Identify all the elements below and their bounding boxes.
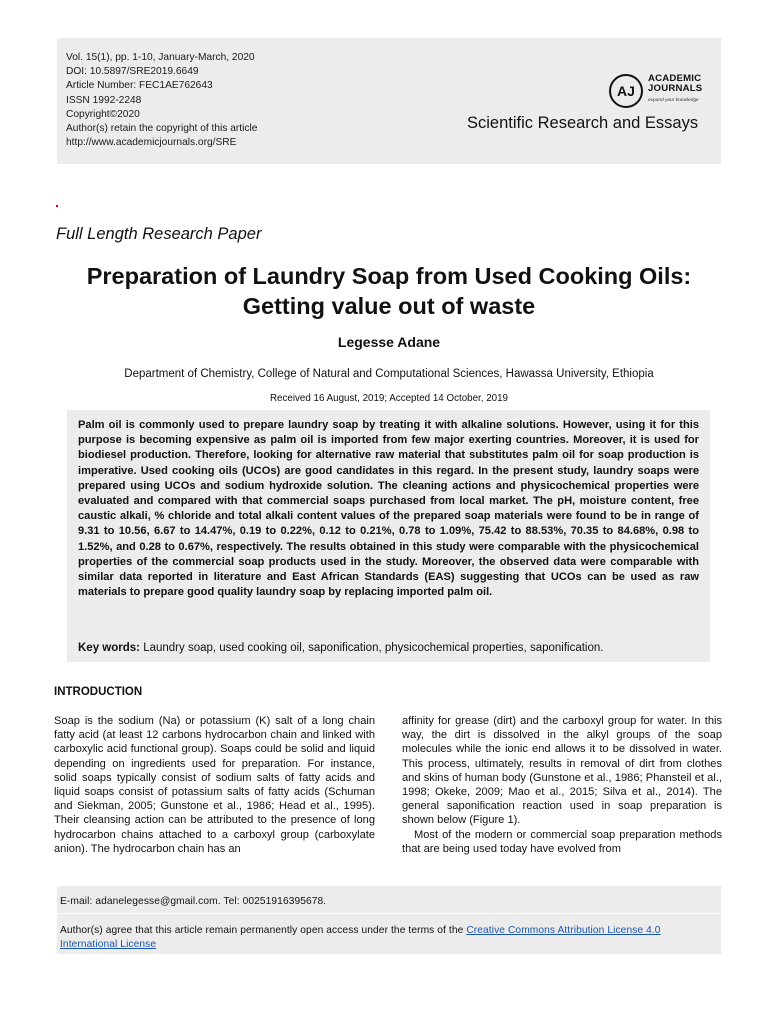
paper-type: Full Length Research Paper xyxy=(56,225,262,243)
paper-title xyxy=(30,261,748,321)
section-heading-introduction: INTRODUCTION xyxy=(54,686,143,698)
article-meta xyxy=(66,51,257,150)
keywords-text: Laundry soap, used cooking oil, saponification, physicochemical properties, saponification. xyxy=(140,642,604,654)
meta-issn: ISSN 1992-2248 xyxy=(66,94,142,106)
license-statement xyxy=(60,924,720,952)
license-link[interactable]: Creative Commons Attribution License 4.0 International License xyxy=(60,925,661,951)
intro-paragraph-1: Soap is the sodium (Na) or potassium (K) salt of a long chain fatty acid (at least 12 carbons hydrocarbon chain and linked with carboxylic acid functional group). Soaps could be solid and liquid depending on ingredients used for preparation. For instance, solid soaps typically consist of sodium salts of fatty acids and liquid soaps consist of potassium salts of fatty acids (Schuman and Siekman, 2005; Gunstone et al., 1986; Head et al., 1995). Their cleansing action can be attributed to the presence of long hydrocarbon chains attached to a carboxyl group (carboxylate anion). The hydrocarbon chain has an xyxy=(54,715,375,855)
footer-divider xyxy=(57,913,721,914)
meta-rights: Author(s) retain the copyright of this article xyxy=(66,123,258,135)
meta-copyright: Copyright©2020 xyxy=(66,108,140,120)
column-left xyxy=(54,714,375,856)
license-text: Author(s) agree that this article remain permanently open access under the terms of the xyxy=(60,925,467,936)
logo-tagline: expand your knowledge xyxy=(648,98,699,103)
red-mark xyxy=(56,205,58,207)
meta-volume: Vol. 15(1), pp. 1-10, January-March, 2020 xyxy=(66,52,255,63)
journal-logo-text xyxy=(648,74,702,94)
logo-line-journals: JOURNALS xyxy=(648,83,703,94)
title-line-1: Preparation of Laundry Soap from Used Cooking Oils: xyxy=(86,263,692,289)
meta-article-number: Article Number: FEC1AE762643 xyxy=(66,80,213,92)
meta-url[interactable]: http://www.academicjournals.org/SRE xyxy=(66,137,237,149)
keywords-label: Key words: xyxy=(78,642,140,654)
author-name: Legesse Adane xyxy=(337,334,441,350)
author-affiliation: Department of Chemistry, College of Natural and Computational Sciences, Hawassa University, Ethiopia xyxy=(124,368,654,380)
logo-line-academic: ACADEMIC xyxy=(648,73,702,84)
column-right xyxy=(402,714,722,856)
corresponding-email: E-mail: adanelegesse@gmail.com. Tel: 00251916395678. xyxy=(60,896,327,907)
title-line-2: Getting value out of waste xyxy=(242,293,536,319)
abstract-text: Palm oil is commonly used to prepare laundry soap by treating it with alkaline solutions. However, using it for this purpose is becoming expensive as palm oil is imported from few major exerting countries. Moreover, it is used for biodiesel production. Therefore, looking for alternative raw material that substitutes palm oil for soap production is imperative. Used cooking oils (UCOs) are good candidates in this regard. In the present study, laundry soaps were prepared using UCOs and sodium hydroxide solution. The cleaning actions and physicochemical properties were evaluated and compared with that commercial soaps purchased from local market. The pH, moisture content, free caustic alkali, % chloride and total alkali content values of the prepared soap materials were found to be in range of 9.31 to 10.56, 6.67 to 14.47%, 0.19 to 0.22%, 0.12 to 0.21%, 0.78 to 1.09%, 75.42 to 88.53%, 70.35 to 84.68%, 0.98 to 1.52%, and 0.28 to 0.67%, respectively. The results obtained in this study were comparable with the physicochemical properties of the commercial soap products used in the study. Moreover, the observed data were comparable with similar data reported in literature and East African Standards (EAS) suggesting that UCOs can be used as raw materials to prepare good quality laundry soap by replacing imported palm oil. xyxy=(78,419,699,599)
received-accepted-dates: Received 16 August, 2019; Accepted 14 October, 2019 xyxy=(269,393,509,404)
intro-paragraph-1-continued: affinity for grease (dirt) and the carboxyl group for water. In this way, the dirt is dissolved in the alkyl groups of the soap molecules while the ionic end allows it to be dissolved in water. This process, ultimately, results in removal of dirt from clothes and skins of human body (Gunstone et al., 1986; Phansteil et al., 1998; Okeke, 2009; Mao et al., 2015; Silva et al., 2014). The general saponification reaction used in soap preparation is shown below (Figure 1). xyxy=(402,715,722,827)
journal-name: Scientific Research and Essays xyxy=(467,114,699,132)
meta-doi: DOI: 10.5897/SRE2019.6649 xyxy=(66,66,199,78)
intro-paragraph-2: Most of the modern or commercial soap preparation methods that are being used today have evolved from xyxy=(402,828,722,855)
journal-logo-icon: AJ xyxy=(609,74,643,108)
keywords xyxy=(78,641,708,655)
